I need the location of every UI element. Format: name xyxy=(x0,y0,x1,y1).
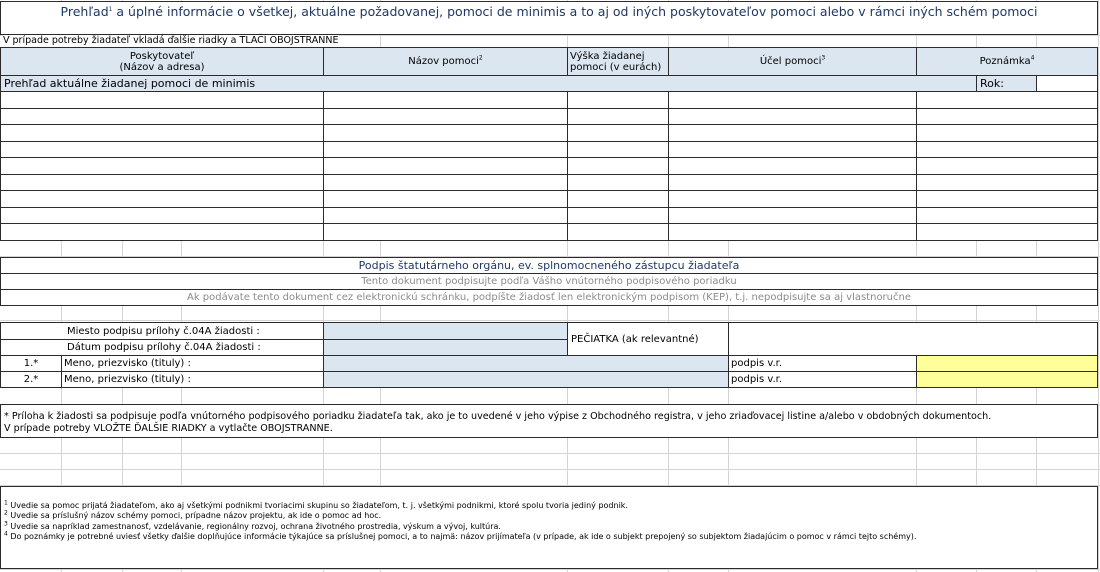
table-cell-provider[interactable] xyxy=(0,207,324,224)
table-cell-aid-name[interactable] xyxy=(323,223,568,241)
table-cell-aid-name[interactable] xyxy=(323,157,568,175)
footnotes-box xyxy=(0,486,1098,569)
table-cell-amount[interactable] xyxy=(567,223,669,241)
stamp-area[interactable] xyxy=(728,322,1098,356)
table-cell-aid-name[interactable] xyxy=(323,108,568,125)
table-cell-provider[interactable] xyxy=(0,124,324,142)
table-cell-amount[interactable] xyxy=(567,207,669,224)
person-2-sign-label: podpis v.r. xyxy=(728,371,917,388)
table-cell-provider[interactable] xyxy=(0,190,324,208)
footnote-4: $^4$ Do poznámky je potrebné uviesť všetky ďalšie doplňujúce informácie týkajúce sa príslušnej pomoci, a to najmä: názov prijímateľa (v prípade, ak ide o subjekt prepojený so subjektom žiadajúcim o pomoc v rámci tejto schémy). xyxy=(4,530,917,541)
person-2-label: Meno, priezvisko (tituly) : xyxy=(61,371,324,388)
table-cell-note[interactable] xyxy=(916,124,1098,142)
table-cell-purpose[interactable] xyxy=(668,174,917,191)
person-1-label: Meno, priezvisko (tituly) : xyxy=(61,355,324,372)
table-cell-amount[interactable] xyxy=(567,91,669,109)
section-label: Prehľad aktuálne žiadanej pomoci de minimis xyxy=(0,75,977,92)
table-cell-purpose[interactable] xyxy=(668,207,917,224)
table-cell-aid-name[interactable] xyxy=(323,207,568,224)
table-cell-amount[interactable] xyxy=(567,157,669,175)
table-cell-amount[interactable] xyxy=(567,190,669,208)
col-header-purpose: Účel pomoci$^3$ xyxy=(668,47,917,76)
table-cell-purpose[interactable] xyxy=(668,190,917,208)
col-header-note: Poznámka$^4$ xyxy=(916,47,1098,76)
table-cell-note[interactable] xyxy=(916,108,1098,125)
footnote-3: $^3$ Uvedie sa napríklad zamestnanosť, vzdelávanie, regionálny rozvoj, ochrana životného prostredia, výskum a vývoj, kultúra. xyxy=(4,519,501,531)
table-cell-aid-name[interactable] xyxy=(323,174,568,191)
person-1-signature-field[interactable] xyxy=(916,355,1098,372)
table-cell-purpose[interactable] xyxy=(668,91,917,109)
person-2-signature-field[interactable] xyxy=(916,371,1098,388)
table-cell-amount[interactable] xyxy=(567,174,669,191)
table-cell-amount[interactable] xyxy=(567,108,669,125)
table-cell-aid-name[interactable] xyxy=(323,124,568,142)
table-cell-provider[interactable] xyxy=(0,91,324,109)
footnote-1: $^1$ Uvedie sa pomoc prijatá žiadateľom, ako aj všetkými podnikmi tvoriacimi skupinu so žiadateľom, t. j. všetkými podnikmi, ktoré spolu tvoria jediný podnik. xyxy=(4,499,628,510)
table-cell-note[interactable] xyxy=(916,157,1098,175)
person-1-number: 1.* xyxy=(0,355,62,372)
table-cell-amount[interactable] xyxy=(567,124,669,142)
date-label: Dátum podpisu prílohy č.04A žiadosti : xyxy=(0,339,324,356)
table-cell-note[interactable] xyxy=(916,207,1098,224)
table-cell-purpose[interactable] xyxy=(668,157,917,175)
year-label: Rok: xyxy=(976,75,1037,92)
place-input[interactable] xyxy=(323,322,568,340)
table-cell-note[interactable] xyxy=(916,190,1098,208)
table-cell-note[interactable] xyxy=(916,223,1098,241)
table-cell-provider[interactable] xyxy=(0,141,324,158)
table-cell-provider[interactable] xyxy=(0,108,324,125)
signature-hint-internal: Tento dokument podpisujte podľa Vášho vnútorného podpisového poriadku xyxy=(0,273,1098,290)
remark-box xyxy=(0,404,1098,438)
signature-hint-kep: Ak podávate tento dokument cez elektronickú schránku, podpíšte žiadosť len elektronickým podpisom (KEP), t.j. nepodpisujte sa aj vlastnoručne xyxy=(0,289,1098,306)
table-cell-aid-name[interactable] xyxy=(323,190,568,208)
form-title xyxy=(0,1,1098,35)
col-header-aid-name: Názov pomoci$^2$ xyxy=(323,47,568,76)
col-header-amount: Výška žiadanej pomoci (v eurách) xyxy=(567,47,669,76)
person-2-number: 2.* xyxy=(0,371,62,388)
person-2-name-input[interactable] xyxy=(323,371,729,388)
signature-heading: Podpis štatutárneho orgánu, ev. splnomocneného zástupcu žiadateľa xyxy=(0,257,1098,274)
table-cell-aid-name[interactable] xyxy=(323,141,568,158)
remark-line-1: * Príloha k žiadosti sa podpisuje podľa vnútorného podpisového poriadku žiadateľa tak, ako je to uvedené v jeho výpise z Obchodného registra, v jeho zriaďovacej listine a/alebo v obdobných dokumentoch. xyxy=(4,411,992,422)
person-1-name-input[interactable] xyxy=(323,355,729,372)
form-title-text: Prehľad$^1$ a úplné informácie o všetkej, aktuálne požadovanej, pomoci de minimis a to aj od iných poskytovateľov pomoci alebo v rámci iných schém pomoci xyxy=(60,4,1038,19)
table-cell-provider[interactable] xyxy=(0,157,324,175)
col-header-provider: Poskytovateľ (Názov a adresa) xyxy=(0,47,324,76)
footnote-2: $^2$ Uvedie sa príslušný názov schémy pomoci, prípadne názov projektu, ak ide o pomoc ad hoc. xyxy=(4,509,382,521)
date-input[interactable] xyxy=(323,339,568,356)
table-cell-aid-name[interactable] xyxy=(323,91,568,109)
remark-line-2: V prípade potreby VLOŽTE ĎALŠIE RIADKY a vytlačte OBOJSTRANNE. xyxy=(4,422,333,434)
table-cell-note[interactable] xyxy=(916,141,1098,158)
table-cell-purpose[interactable] xyxy=(668,141,917,158)
table-cell-amount[interactable] xyxy=(567,141,669,158)
table-cell-provider[interactable] xyxy=(0,174,324,191)
table-cell-purpose[interactable] xyxy=(668,223,917,241)
person-1-sign-label: podpis v.r. xyxy=(728,355,917,372)
table-cell-purpose[interactable] xyxy=(668,108,917,125)
table-cell-note[interactable] xyxy=(916,174,1098,191)
stamp-label: PEČIATKA (ak relevantné) xyxy=(567,322,729,356)
year-input[interactable] xyxy=(1036,75,1098,92)
table-cell-provider[interactable] xyxy=(0,223,324,241)
note-insert-rows: V prípade potreby žiadateľ vkladá ďalšie riadky a TLAČÍ OBOJSTRANNE xyxy=(3,35,339,46)
table-cell-note[interactable] xyxy=(916,91,1098,109)
place-label: Miesto podpisu prílohy č.04A žiadosti : xyxy=(0,322,324,340)
table-cell-purpose[interactable] xyxy=(668,124,917,142)
